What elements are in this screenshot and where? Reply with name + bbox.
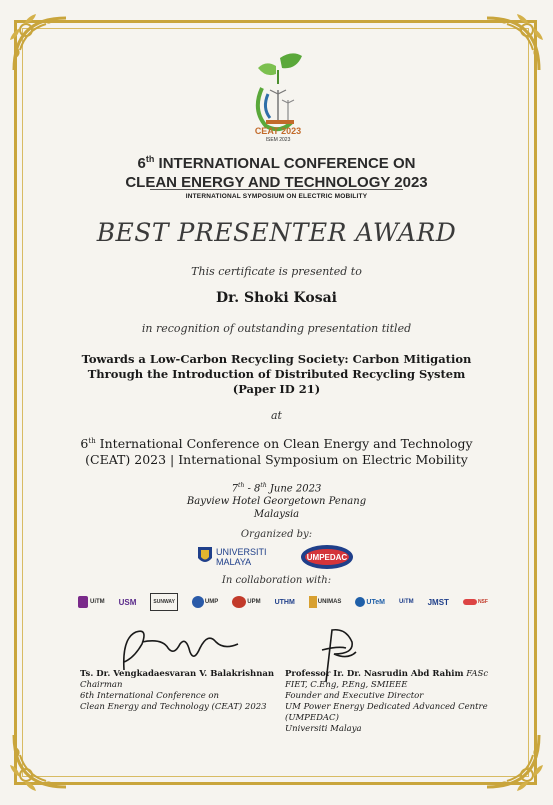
left-signatory-name: Ts. Dr. Vengkadaesvaran V. Balakrishnan — [80, 669, 275, 679]
logo-subtitle: ISEM 2023 — [265, 137, 291, 143]
universiti-malaya-logo-icon — [196, 544, 276, 568]
umpedac-text: UMPEDAC — [306, 553, 348, 562]
partner-logo: UNIMAS — [309, 594, 342, 610]
partner-logo: UMP — [192, 594, 218, 610]
organized-by-label: Organized by: — [240, 529, 313, 540]
recognition-text: in recognition of outstanding presentation titled — [141, 322, 412, 335]
event-date-venue: 7th - 8th June 2023 Bayview Hotel Georgetown Penang Malaysia — [186, 482, 367, 521]
corner-ornament-icon — [477, 725, 547, 795]
at-text: at — [271, 409, 282, 422]
partner-logo: JMST — [427, 597, 449, 607]
left-signatory: Ts. Dr. Vengkadaesvaran V. Balakrishnan Chairman 6th International Conference on Clean Energy and Technology (CEAT) 2023 — [80, 669, 275, 712]
award-title: BEST PRESENTER AWARD — [96, 218, 457, 247]
partner-logo: UTHM — [274, 598, 295, 606]
partner-logo: NSF — [463, 594, 488, 610]
um-line1: UNIVERSITI — [216, 547, 267, 557]
right-signatory: Professor Ir. Dr. Nasrudin Abd Rahim FASc FIET, C.Eng, P.Eng, SMIEEE Founder and Executive Director UM Power Energy Dedicated Advanced Centre (UMPEDAC) Universiti Malaya — [285, 669, 489, 734]
right-signatory-name: Professor Ir. Dr. Nasrudin Abd Rahim FASc — [285, 669, 489, 679]
symposium-subtitle: INTERNATIONAL SYMPOSIUM ON ELECTRIC MOBILITY — [185, 193, 368, 200]
partner-logo: UPM — [232, 594, 260, 610]
left-signatory-role: Chairman — [80, 680, 123, 690]
corner-ornament-icon — [6, 725, 76, 795]
um-line2: MALAYA — [216, 557, 252, 567]
partner-logo: UiTM — [78, 594, 105, 610]
conference-full-name: 6th International Conference on Clean Energy and Technology (CEAT) 2023 | International Symposium on Electric Mobility — [80, 436, 473, 468]
partner-logos — [78, 591, 488, 613]
corner-ornament-icon — [6, 10, 76, 80]
title-divider — [150, 189, 403, 190]
partner-logo: SUNWAY — [150, 593, 178, 611]
logo-name: CEAT 2023 — [254, 126, 302, 136]
umpedac-logo-icon — [300, 544, 354, 570]
paper-title: Towards a Low-Carbon Recycling Society: Carbon Mitigation Through the Introduction of Distributed Recycling System (Paper ID 21) — [81, 352, 472, 396]
presented-to-text: This certificate is presented to — [191, 265, 362, 278]
partner-logo: UiTM — [398, 599, 414, 605]
corner-ornament-icon — [477, 10, 547, 80]
recipient-name: Dr. Shoki Kosai — [216, 290, 337, 306]
collaboration-label: In collaboration with: — [221, 575, 332, 586]
conference-title: 6th INTERNATIONAL CONFERENCE ON CLEAN ENERGY AND TECHNOLOGY 2023 — [125, 154, 428, 191]
partner-logo: UTeM — [355, 594, 385, 610]
partner-logo: USM — [118, 597, 137, 607]
